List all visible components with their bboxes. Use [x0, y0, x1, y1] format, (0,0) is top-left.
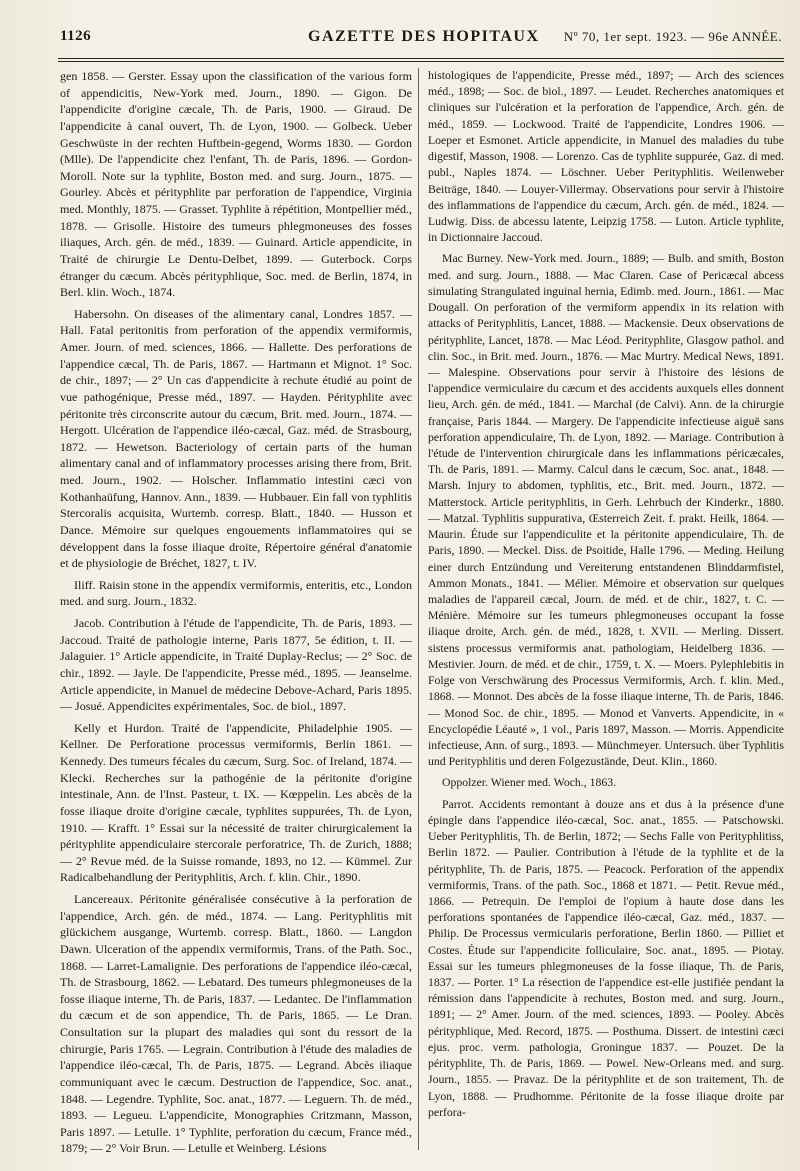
bibliography-entry-l: Lancereaux. Péritonite généralisée consécutive à la perforation de l'appendice, Arch. gén. de méd., 1874. — Lang. Perityphlitis mit glückichem ausgange, Wurtemb. corresp. Blatt., 1860. — Langdon Dawn. Ulceration of the appendix vermiformis, Trans. of the Path. Soc., 1868. — Larret-Lamalignie. Des perforations de l'appendice iléo-cæcal, Th. de Strasbourg, 1862. — Lebatard. Des tumeurs phlegmoneuses de la fosse iliaque interne, Th. de Paris, 1837. — Ledantec. De l'inflammation du cæcum et de son appendice, Th. de Paris, 1865. — Le Dran. Consultation sur la plupart des maladies qui sont du ressort de la chirurgie, Paris 1765. — Legrain. Contribution à l'étude des maladies de l'appendice iléo-cæcal, Th. de Paris, 1875. — Legrand. Abcès iliaque communiquant avec le cæcum. Destruction de l'appendice, Soc. anat., 1848. — Legendre. Typhlite, Soc. anat., 1877. — Leguern. Th. de méd., 1893. — Legueu. L'appendicite, Monographies Critzmann, Masson, Paris 1897. — Letulle. 1° Typhlite, perforation du cæcum, France méd., 1879; — 2° Voir Brun. — Letulle et Weinberg. Lésions — [60, 892, 412, 1156]
journal-title: GAZETTE DES HOPITAUX — [308, 28, 540, 45]
bibliography-entry-p: Parrot. Accidents remontant à douze ans et dus à la présence d'une épingle dans l'appendice iléo-cæcal, Soc. anat., 1855. — Patschowski. Ueber Perityphlitis, Th. de Berlin, 1872; — Sechs Falle von Perityphlitiss, Berlin 1872. — Paulier. Contribution à l'étude de la typhlite et de la pérityphlite, Th. de Paris, 1875. — Peacock. Perforation of the appendix vermiformis, Trans. of the path. Soc., 1868 et 1871. — Petit. Revue méd., 1866. — Petrequin. De l'emploi de l'opium à haute dose dans les perforations spontanées de l'appendice iléo-cæcal, Gaz. méd., 1837. — Philip. De Processus vermicularis perforatione, Berlin 1860. — Pilliet et Costes. Étude sur l'appendicite folliculaire, Soc. anat., 1895. — Piotay. Essai sur les tumeurs phlegmoneuses de la fosse iliaque, Th. de Paris, 1837. — Porter. 1° La résection de l'appendice est-elle justifiée pendant la rémission dans l'appendicite à rechutes, Boston med. and surg. Journ., 1891; — 2° Amer. Journ. of the med. sciences, 1893. — Pooley. Abcès pérityphlique, Med. Record, 1875. — Posthuma. Dissert. de intestini cæci ejus. proc. verm. pathologia, Groningue 1837. — Pouzet. De la pérityphlite, Th. de Paris, 1869. — Powel. New-Orleans med. and surg. Journ., 1855. — Pravaz. De la pérityphlite et de son traitement, Th. de Lyon, 1888. — Prudhomme. Péritonite de la fosse iliaque droite par perfora- — [428, 797, 784, 1119]
bibliography-entry-m: Mac Burney. New-York med. Journ., 1889; — Bulb. and smith, Boston med. and surg. Journ., 1888. — Mac Claren. Case of Pericæcal abcess simulating Strangulated inguinal hernia, Edimb. med. Journ., 1861. — Mac Dougall. On perforation of the vermiform appendix in its relation with attacks of Perityphlitis, Lancet, 1888. — Mackensie. Deux observations de pérityphlite, Lancet, 1878. — Mac Léod. Perityphlite, Glasgow pathol. and clin. Soc., in Brit. med. Journ., 1876. — Mac Murtry. Medical News, 1891. — Malespine. Observations pour servir à l'histoire des lésions de l'appendice vermiculaire du cæcum et des accidents auxquels elles donnent lieu, Arch. gén. de méd., 1841. — Marchal (de Calvi). Ann. de la chirurgie française, Paris 1844. — Margery. De l'appendicite infectieuse aiguë sans perforation appendiculaire, Th. de Lyon, 1892. — Mariage. Contribution à l'étude de l'intervention chirurgicale dans les inflammations péricæcales, Th. de Paris, 1891. — Marmy. Calcul dans le cæcum, Soc. anat., 1848. — Marsh. Injury to abdomen, typhlitis, etc., Brit. med. Journ., 1872. — Matterstock. Article perityphlitis, in Gerh. Lehrbuch der Kinderkr., 1880. — Matzal. Typhlitis suppurativa, Œsterreich Zeit. f. prakt. Heilk, 1864. — Maurin. Étude sur l'appendiculite et la péritonite appendiculaire, Th. de Paris, 1890. — Meckel. Diss. de Psoitide, Halle 1796. — Meding. Heilung einer durch Entzündung und Vereiterung entstandenen Blinddarmfistel, Ammon Monats., 1841. — Mélier. Mémoire et observation sur quelques maladies de l'appareil cæcal, Journ. de méd. et de chir., 1827, t. C. — Ménière. Mémoire sur les tumeurs phlegmoneuses occupant la fosse iliaque droite, Arch. gén. de méd., 1828, t. XVII. — Merling. Dissert. sistens processus vermiformis anat. pathologiam, Heidelberg 1836. — Mestivier. Journ. de méd. et de chir., 1759, t. X. — Moers. Pylephlebitis in Folge von Verschwärung des Processus Vermiformis, Arch. f. klin. Med., 1868. — Monnot. Des abcès de la fosse iliaque interne, Th. de Paris, 1846. — Monod Soc. de chir., 1895. — Monod et Vanverts. Appendicite, in « Encyclopédie Léauté », 1 vol., Paris 1897, Masson. — Morris. Appendicite infectieuse, Ann. of surg., 1893. — Münchmeyer. Untersuch. über Typhlitis und Perityphlitis und deren Folgezustände, Deut. Klin., 1860. — [428, 252, 784, 769]
bibliography-entry-h: Habersohn. On diseases of the alimentary canal, Londres 1857. — Hall. Fatal peritonitis from perforation of the appendix vermiformis, Amer. Journ. of med. sciences, 1866. — Hallette. Des perforations de l'appendice cæcal, Th. de Paris, 1867. — Hartmann et Mignot. 1° Soc. de chir., 1897; — 2° Un cas d'appendicite à rechute étudié au point de vue pathogénique, Presse méd., 1897. — Hayden. Pérityphlite avec péritonite très circonscrite autour du cæcum, Brit. med. Journ., 1874. — Hergott. Ulcération de l'appendice iléo-cæcal, Gaz. méd. de Strasbourg, 1872. — Hewetson. Bacteriology of certain parts of the human alimentary canal and of inflammatory processes arising there from, Brit. med. Journ., 1902. — Holscher. Inflammatio intestini cæci von Kothanhaüfung, Hannov. Ann., 1839. — Hubbauer. Ein fall von typhlitis Stercoralis acquisita, Wurtemb. corresp. Blatt., 1840. — Husson et Dance. Mémoire sur quelques engouements inflammatoires qui se développent dans la fosse iliaque droite, Répertoire général d'anatomie et de physiologie de Bréchet, 1827, t. IV. — [60, 306, 412, 571]
bibliography-entry-j: Jacob. Contribution à l'étude de l'appendicite, Th. de Paris, 1893. — Jaccoud. Traité de pathologie interne, Paris 1877, 5e édition, t. II. — Jalaguier. 1° Article appendicite, in Traité Duplay-Reclus; — 2° Soc. de chir., 1892. — Jayle. De l'appendicite, Presse méd., 1895. — Jeanselme. Article appendicite, in Manuel de médecine Debove-Achard, Paris 1895. — Josué. Appendicites expérimentales, Soc. de biol., 1897. — [60, 616, 412, 714]
left-column — [60, 68, 412, 1157]
right-column — [428, 68, 784, 1121]
header-rule-thin — [58, 61, 784, 62]
running-header — [60, 28, 782, 50]
bibliography-entry-o: Oppolzer. Wiener med. Woch., 1863. — [442, 776, 617, 790]
bibliography-entry-i: Iliff. Raisin stone in the appendix vermiformis, enteritis, etc., London med. and surg. Journ., 1832. — [60, 577, 412, 609]
bibliography-entry-g: gen 1858. — Gerster. Essay upon the classification of the various form of appendicitis, New-York med. Journ., 1890. — Gigon. De l'appendicite d'origine cæcale, Th. de Paris, 1900. — Giraud. De l'appendicite à canal ouvert, Th. de Lyon, 1900. — Golbeck. Ueber Geschwüste in der rechten Huftbein-gegend, Worms 1830. — Gordon (Mlle). De l'appendicite chez l'enfant, Th. de Paris, 1896. — Gordon-Moroll. Note sur la typhlite, Boston med. and surg. Journ., 1875. — Gourley. Abcès et pérityphlite par perforation de l'appendice, Virginia med. Monthly, 1875. — Grasset. Typhlite à répétition, Montpellier méd., 1878. — Grisolle. Histoire des tumeurs phlegmoneuses des fosses iliaques, Arch. gén. de méd., 1839. — Guinard. Article appendicite, in Traité de chirurgie Le Dentu-Delbet, 1899. — Guterbock. Corps étranger du cæcum. Abcès pérityphlique, Soc. med. de Berlin, 1874, in Berl. klin. Woch., 1874. — [60, 69, 412, 300]
bibliography-entry-k: Kelly et Hurdon. Traité de l'appendicite, Philadelphie 1905. — Kellner. De Perforatione processus vermiformis, Berlin 1861. — Kennedy. Des tumeurs fécales du cæcum, Surg. Soc. of Ireland, 1874. — Klecki. Recherches sur la pathogénie de la péritonite d'origine intestinale, Ann. de l'Inst. Pasteur, t. IX. — Kœppelin. Les abcès de la fosse iliaque droite d'origine cæcale, typhlites suppurées, Th. de Lyon, 1910. — Krafft. 1° Essai sur la nécessité de traiter chirurgicalement la pérityphlite appendiculaire stercorale perforatrice, Th. de Zurich, 1888; — 2° Revue méd. de la Suisse romande, 1893, no 12. — Kümmel. Zur Radicalbehandlung der Perityphlitis, Arch. f. klin. Chir., 1890. — [60, 720, 412, 885]
issue-info: Nº 70, 1er sept. 1923. — 96e ANNÉE. — [563, 29, 782, 44]
bibliography-entry-l-cont: histologiques de l'appendicite, Presse méd., 1897; — Arch des sciences méd., 1898; — Soc. de biol., 1897. — Leudet. Recherches anatomiques et cliniques sur l'ulcération et la perforation de l'appendice, Arch. gén. de méd., 1859. — Lockwood. Traité de l'appendicite, Londres 1906. — Loeper et Esmonet. Article appendicite, in Manuel des maladies du tube digestif, Masson, 1908. — Lorenzo. Cas de typhlite suppurée, Gaz. di med. publ., Naples 1874. — Löschner. Ueber Perityphlitis. Weilenweber Beiträge, 1840. — Louyer-Villermay. Observations pour servir à l'histoire des inflammations de l'appendice du cæcum, Arch. gén. de méd., 1824. — Ludwig. Diss. de abcessu latente, Leipzig 1758. — Luton. Article typhlite, in Dictionnaire Jaccoud. — [428, 69, 784, 245]
column-divider — [418, 68, 419, 1150]
page-number: 1126 — [60, 28, 92, 44]
header-rule — [58, 58, 784, 59]
